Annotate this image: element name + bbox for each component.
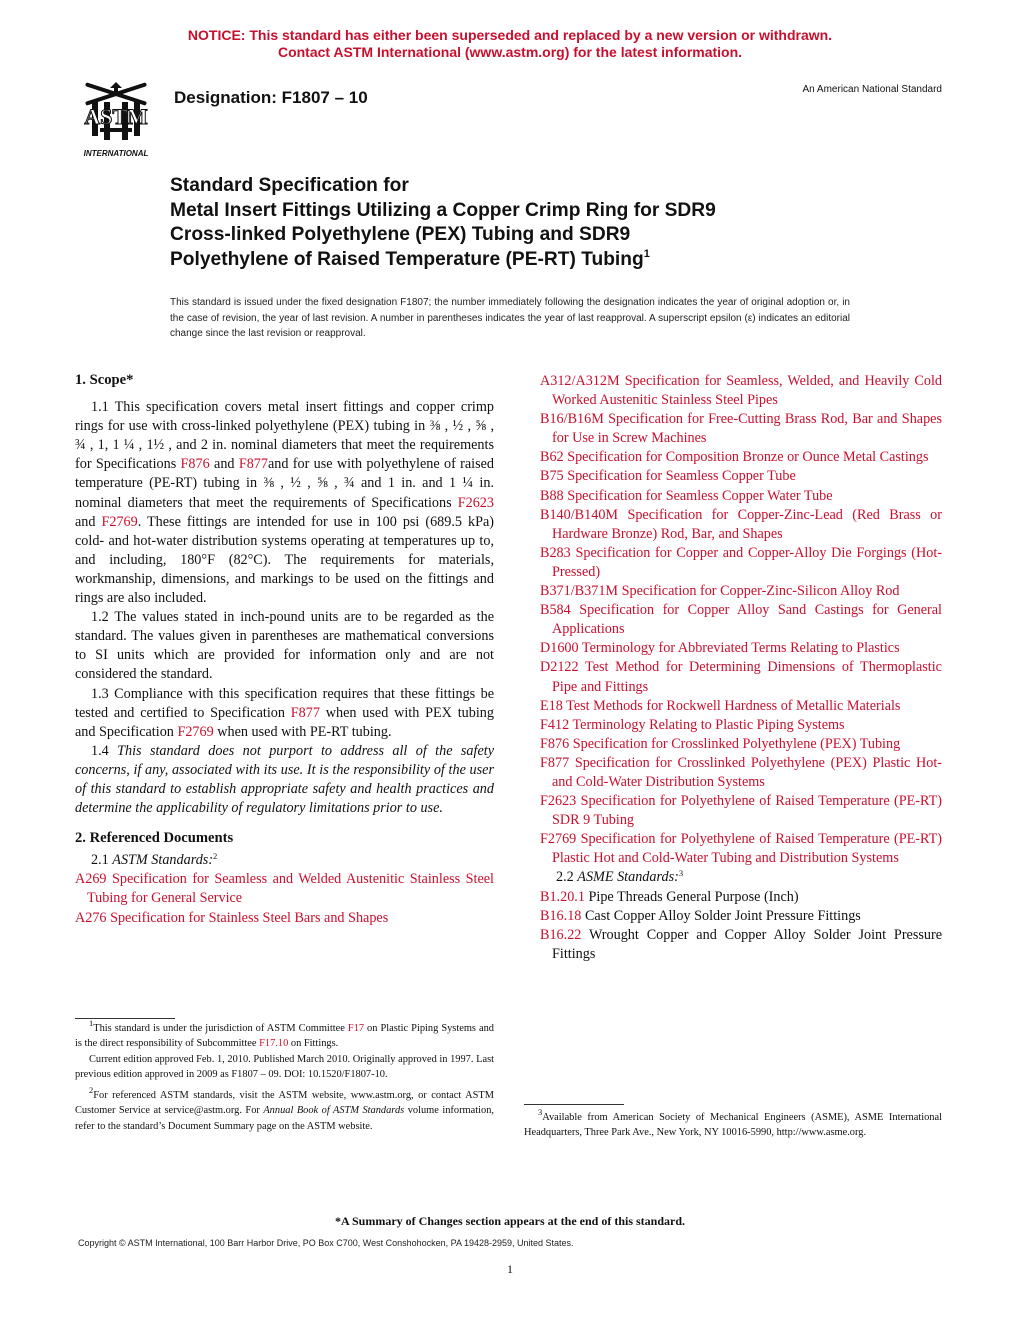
reference-code[interactable]: B88 (540, 487, 564, 504)
reference-item[interactable] (75, 909, 494, 928)
link-f2623[interactable]: F2623 (457, 494, 494, 511)
title-line-2: Metal Insert Fittings Utilizing a Copper Crimp Ring for SDR9 (170, 199, 716, 221)
reference-item[interactable] (540, 410, 942, 448)
link-f17-10[interactable]: F17.10 (259, 1038, 289, 1050)
reference-title[interactable]: Cast Copper Alloy Solder Joint Pressure Fittings (584, 907, 861, 924)
reference-item[interactable] (540, 697, 942, 716)
reference-code[interactable]: F2769 (540, 831, 577, 848)
reference-item[interactable] (540, 582, 942, 601)
reference-item[interactable] (540, 754, 942, 792)
reference-code[interactable]: F876 (540, 735, 570, 752)
reference-item[interactable] (540, 735, 942, 754)
reference-title[interactable]: Specification for Crosslinked Polyethylene (PEX) Tubing (572, 735, 901, 752)
reference-code[interactable]: F877 (540, 754, 570, 771)
asme-reference-list (540, 888, 942, 964)
right-column (540, 372, 942, 964)
reference-code[interactable]: B283 (540, 544, 571, 561)
reference-item[interactable] (540, 716, 942, 735)
reference-title[interactable]: Specification for Crosslinked Polyethylene (PEX) Plastic Hot- and Cold-Water Distribution Systems (552, 754, 942, 790)
reference-title[interactable]: Specification for Copper-Zinc-Silicon Alloy Rod (621, 583, 900, 600)
para-1-3: 1.3 Compliance with this specification requires that these fittings be tested and certified to Specification F877 when used with PEX tubing and Specification F2769 when used with PE-RT tubing. (75, 685, 494, 740)
summary-of-changes-note: *A Summary of Changes section appears at the end of this standard. (334, 1214, 686, 1228)
reference-title[interactable]: Terminology for Abbreviated Terms Relating to Plastics (581, 640, 900, 657)
reference-item[interactable] (540, 639, 942, 658)
title-line-4: Polyethylene of Raised Temperature (PE-RT) Tubing$^1$ (170, 247, 650, 270)
title-line-1: Standard Specification for (170, 175, 409, 196)
designation: Designation: F1807 – 10 (174, 88, 368, 107)
reference-code[interactable]: D2122 (540, 659, 579, 676)
reference-code[interactable]: B140/B140M (540, 506, 619, 523)
reference-code[interactable]: A276 (75, 909, 107, 926)
para-1-4: 1.4 This standard does not purport to address all of the safety concerns, if any, associated with its use. It is the responsibility of the user of this standard to establish appropriate safety and health practices and determine the applicability of regulatory limitations prior to use. (75, 742, 494, 817)
link-f2769[interactable]: F2769 (177, 723, 214, 740)
reference-code[interactable]: B371/B371M (540, 583, 619, 600)
reference-title[interactable]: Test Method for Determining Dimensions of Thermoplastic Pipe and Fittings (552, 659, 942, 695)
reference-title[interactable]: Specification for Copper-Zinc-Lead (Red Brass or Hardware Bronze) Rod, Bar, and Shapes (552, 506, 942, 542)
document-title (170, 174, 930, 272)
footnote-1-edition: Current edition approved Feb. 1, 2010. Published March 2010. Originally approved in 1997. Last previous edition approved in 2009 as F1807 – 09. DOI: 10.1520/F1807-10. (75, 1053, 494, 1080)
reference-code[interactable]: B62 (540, 449, 564, 466)
astm-reference-list (75, 870, 494, 927)
reference-title[interactable]: Specification for Composition Bronze or Ounce Metal Castings (567, 449, 929, 466)
svg-text:ASTM: ASTM (84, 104, 148, 129)
reference-title[interactable]: Specification for Free-Cutting Brass Rod, Bar and Shapes for Use in Screw Machines (552, 411, 942, 447)
notice-line-2: Contact ASTM International (www.astm.org) for the latest information. (277, 44, 743, 60)
para-2-2: 2.2 ASME Standards:$^3$ (556, 868, 684, 886)
reference-title[interactable]: Specification for Copper Alloy Sand Castings for General Applications (552, 602, 942, 638)
footnote-2: $^2$For referenced ASTM standards, visit the ASTM website, www.astm.org, or contact ASTM Customer Service at service@astm.org. For Annual Book of ASTM Standards volume information, refer to the standard’s Document Summary page on the ASTM website. (75, 1085, 494, 1132)
reference-code[interactable]: B16.18 (540, 907, 582, 924)
reference-title[interactable]: Specification for Seamless and Welded Austenitic Stainless Steel Tubing for General Service (87, 871, 495, 907)
american-national-standard: An American National Standard (802, 84, 942, 95)
reference-code[interactable]: B16.22 (540, 926, 582, 943)
reference-code[interactable]: E18 (540, 697, 563, 714)
link-f877[interactable]: F877 (238, 456, 268, 473)
footnotes-right (524, 1107, 942, 1141)
reference-item[interactable] (540, 830, 942, 868)
scope-heading: 1. Scope* (75, 372, 134, 388)
reference-item[interactable] (540, 926, 942, 964)
reference-title[interactable]: Specification for Seamless Copper Tube (567, 468, 796, 485)
footnotes-left (75, 1018, 494, 1134)
reference-item[interactable] (540, 907, 942, 926)
page-number: 1 (507, 1262, 513, 1276)
reference-code[interactable]: D1600 (540, 640, 579, 657)
reference-title[interactable]: Wrought Copper and Copper Alloy Solder Joint Pressure Fittings (552, 926, 942, 962)
copyright: Copyright © ASTM International, 100 Barr Harbor Drive, PO Box C700, West Conshohocken, PA 19428-2959, United States. (78, 1238, 574, 1248)
link-f2769[interactable]: F2769 (101, 513, 138, 530)
reference-code[interactable]: B75 (540, 468, 564, 485)
footnote-3: $^3$Available from American Society of Mechanical Engineers (ASME), ASME International Headquarters, Three Park Ave., New York, NY 10016-5990, http://www.asme.org. (524, 1107, 942, 1139)
reference-item[interactable] (540, 544, 942, 582)
reference-code[interactable]: B16/B16M (540, 411, 604, 428)
reference-item[interactable] (540, 601, 942, 639)
reference-item[interactable] (540, 792, 942, 830)
reference-title[interactable]: Specification for Seamless Copper Water Tube (567, 487, 833, 504)
reference-item[interactable] (75, 870, 494, 908)
reference-item[interactable] (540, 506, 942, 544)
refdocs-heading: 2. Referenced Documents (75, 830, 234, 847)
para-1-2: 1.2 The values stated in inch-pound units are to be regarded as the standard. The values given in parentheses are mathematical conversions to SI units which are provided for information only and are not considered the standard. (75, 609, 494, 683)
astm-reference-list-continued (540, 372, 942, 868)
reference-title[interactable]: Specification for Polyethylene of Raised Temperature (PE-RT) Plastic Hot and Cold-Water Tubing and Distribution Systems (552, 831, 942, 867)
reference-item[interactable] (540, 467, 942, 486)
reference-code[interactable]: F412 (540, 716, 570, 733)
reference-code[interactable]: B584 (540, 602, 571, 619)
footnote-1: $^1$This standard is under the jurisdiction of ASTM Committee F17 on Plastic Piping Systems and is the direct responsibility of Subcommittee F17.10 on Fittings. (75, 1018, 494, 1050)
astm-logo-icon (74, 78, 158, 158)
link-f17[interactable]: F17 (347, 1023, 365, 1034)
title-line-3: Cross-linked Polyethylene (PEX) Tubing and SDR9 (170, 224, 631, 245)
reference-item[interactable] (540, 888, 942, 907)
svg-text:INTERNATIONAL: INTERNATIONAL (83, 149, 149, 158)
title-footnote-ref[interactable]: 1 (643, 247, 650, 260)
para-1-1: 1.1 This specification covers metal insert fittings and copper crimp rings for use with cross-linked polyethylene (PEX) tubing in ⅜ , ½ , ⅝ , ¾ , 1, 1 ¼ , 1½ , and 2 in. nominal diameters that meet the requirements for Specifications F876 and F877and for use with polyethylene of raised temperature (PE-RT) tubing in ⅜ , ½ , ⅝ , ¾ and 1 in. and 1 ¼ in. nominal diameters that meet the requirements of Specifications F2623 and F2769. These fittings are intended for use in 100 psi (689.5 kPa) cold- and hot-water distribution systems operating at temperatures up to, and including, 180°F (82°C). The requirements for materials, workmanship, dimensions, and markings to be used on the fittings and rings are also included. (75, 399, 494, 607)
link-f877[interactable]: F877 (290, 704, 320, 721)
reference-item[interactable] (540, 372, 942, 410)
reference-code[interactable]: A269 (75, 871, 107, 888)
reference-title[interactable]: Specification for Stainless Steel Bars and Shapes (110, 909, 389, 926)
issued-note: This standard is issued under the fixed designation F1807; the number immediately following the designation indicates the year of original adoption or, in the case of revision, the year of last revision. A number in parentheses indicates the year of last reapproval. A superscript epsilon (ε) indicates an editorial change since the last revision or reapproval. (170, 297, 850, 339)
link-f876[interactable]: F876 (180, 456, 210, 473)
reference-title[interactable]: Specification for Polyethylene of Raised Temperature (PE-RT) SDR 9 Tubing (552, 793, 942, 829)
reference-code[interactable]: B1.20.1 (540, 888, 585, 905)
left-column (75, 371, 494, 928)
reference-title[interactable]: Test Methods for Rockwell Hardness of Metallic Materials (566, 697, 901, 714)
reference-item[interactable] (540, 658, 942, 696)
reference-title[interactable]: Specification for Seamless, Welded, and Heavily Cold Worked Austenitic Stainless Steel Pipes (552, 373, 943, 409)
reference-code[interactable]: A312/A312M (540, 373, 620, 389)
reference-title[interactable]: Specification for Copper and Copper-Alloy Die Forgings (Hot-Pressed) (552, 544, 942, 580)
reference-code[interactable]: F2623 (540, 793, 577, 810)
reference-title[interactable]: Pipe Threads General Purpose (Inch) (588, 888, 799, 905)
para-2-1: 2.1 ASTM Standards:$^2$ (91, 851, 218, 869)
notice-line-1: NOTICE: This standard has either been superseded and replaced by a new version or withdrawn. (187, 27, 833, 43)
reference-title[interactable]: Terminology Relating to Plastic Piping Systems (572, 716, 845, 733)
reference-item[interactable] (540, 487, 942, 506)
reference-item[interactable] (540, 448, 942, 467)
footnote-rule (524, 1104, 624, 1105)
